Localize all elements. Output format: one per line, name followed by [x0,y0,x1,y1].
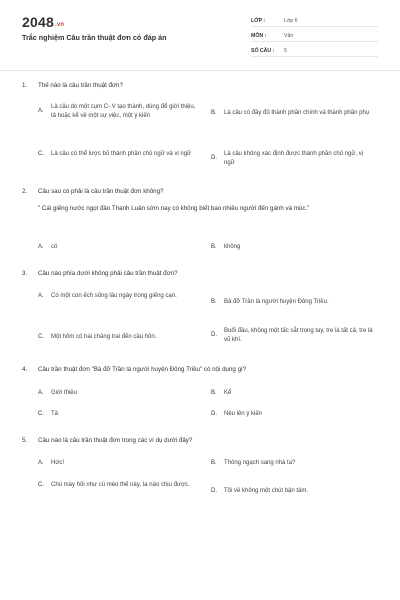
option-letter: B. [211,110,217,116]
option-letter: D. [211,488,217,494]
page-title: Trắc nghiệm Câu trần thuật đơn có đáp án [22,33,167,42]
option-text: Kể [224,390,232,396]
option-4c[interactable] [38,410,198,419]
page-header [0,0,400,70]
quiz-meta [251,14,378,59]
question-text: Câu nào là câu trần thuật đơn trong các ví dụ dưới đây? [38,437,193,444]
question-2 [22,188,378,213]
option-text: không [224,244,241,250]
option-4a[interactable] [38,389,198,398]
meta-row-count [251,44,378,57]
option-letter: D. [211,411,217,417]
option-text: Giới thiệu [51,390,77,396]
option-text: Thông ngạch sang nhà ta? [224,460,296,466]
logo-text: 2048 [22,14,54,30]
question-number: 4. [22,366,28,373]
question-text: Câu nào phía dưới không phải câu trần thuật đơn? [38,270,178,277]
question-4 [22,366,378,374]
question-3 [22,270,378,278]
meta-row-subject [251,29,378,42]
option-letter: B. [211,244,217,250]
question-number: 3. [22,270,28,277]
question-number: 2. [22,188,28,195]
option-1c[interactable] [38,150,198,159]
question-5 [22,437,378,445]
option-2b[interactable] [211,243,371,252]
meta-value: Văn [284,33,294,39]
option-text: Tả [51,411,59,417]
option-letter: C. [38,334,44,340]
meta-value: Lớp 6 [284,18,298,24]
option-text: Tôi về không một chút bận tâm. [224,488,309,494]
option-letter: A. [38,293,44,299]
option-3c[interactable] [38,333,198,342]
option-5b[interactable] [211,459,371,468]
option-letter: C. [38,411,44,417]
option-letter: C. [38,151,44,157]
question-number: 1. [22,82,28,89]
option-4b[interactable] [211,389,371,398]
logo-suffix: .vn [54,22,65,28]
meta-value: 5 [284,48,287,54]
option-text: Là câu có thể lược bỏ thành phần chủ ngữ và vị ngữ [51,151,192,157]
option-letter: B. [211,460,217,466]
option-1a[interactable] [38,103,198,120]
option-5a[interactable] [38,459,198,468]
option-letter: D. [211,155,217,162]
option-letter: C. [38,482,44,488]
option-5c[interactable] [38,481,198,490]
option-4d[interactable] [211,410,371,419]
question-text: Thế nào là câu trần thuật đơn? [38,82,123,89]
header-divider [0,70,400,71]
option-text: Là câu do một cụm C- V tạo thành, dùng để giới thiệu, tả hoặc kể về một sự việc, một ý kiến [51,104,196,119]
option-3b[interactable] [211,298,371,307]
option-letter: A. [38,390,44,396]
option-letter: A. [38,244,44,250]
option-text: Một hôm có hai chàng trai đến cầu hôn. [51,334,157,340]
meta-label: MÔN : [251,33,267,39]
option-text: Nêu lên ý kiến [224,411,263,417]
question-quote: " Cái giếng nước ngọt đảo Thanh Luân sớm nay có không biết bao nhiêu người đến gánh và múc." [38,205,310,212]
option-text: Hức! [51,460,65,466]
option-5d[interactable] [211,487,371,496]
option-text: Là câu có đầy đủ thành phần chính và thành phần phụ [224,110,370,116]
option-text: Bà đỡ Trần là người huyện Đông Triều. [224,299,329,305]
option-text: Có một con ếch sống lâu ngày trong giếng cạn. [51,293,177,299]
option-3a[interactable] [38,292,198,301]
option-1d[interactable] [211,150,371,167]
meta-label: SỐ CÂU : [251,48,275,54]
site-logo[interactable] [22,14,64,30]
option-text: Buổi đầu, không một tấc sắt trong tay, tre là tất cả, tre là vũ khí. [224,328,373,343]
question-number: 5. [22,437,28,444]
option-text: có [51,244,58,250]
option-1b[interactable] [211,109,371,118]
option-2a[interactable] [38,243,198,252]
question-1 [22,82,378,90]
option-letter: D. [211,332,217,339]
meta-label: LỚP : [251,18,266,24]
option-letter: B. [211,299,217,305]
option-3d[interactable] [211,327,376,344]
option-letter: A. [38,460,44,466]
option-letter: A. [38,108,44,115]
question-text: Câu trần thuật đơn "Bà đỡ Trần là người huyện Đông Triều" có nội dung gì? [38,366,247,373]
option-text: Là câu không xác định được thành phần chủ ngữ, vị ngữ [224,151,364,166]
question-text: Câu sau có phải là câu trần thuật đơn không? [38,188,164,195]
meta-row-class [251,14,378,27]
option-letter: B. [211,390,217,396]
option-text: Chú mày hôi như cú mèo thế này, ta nào chịu được. [51,482,190,488]
